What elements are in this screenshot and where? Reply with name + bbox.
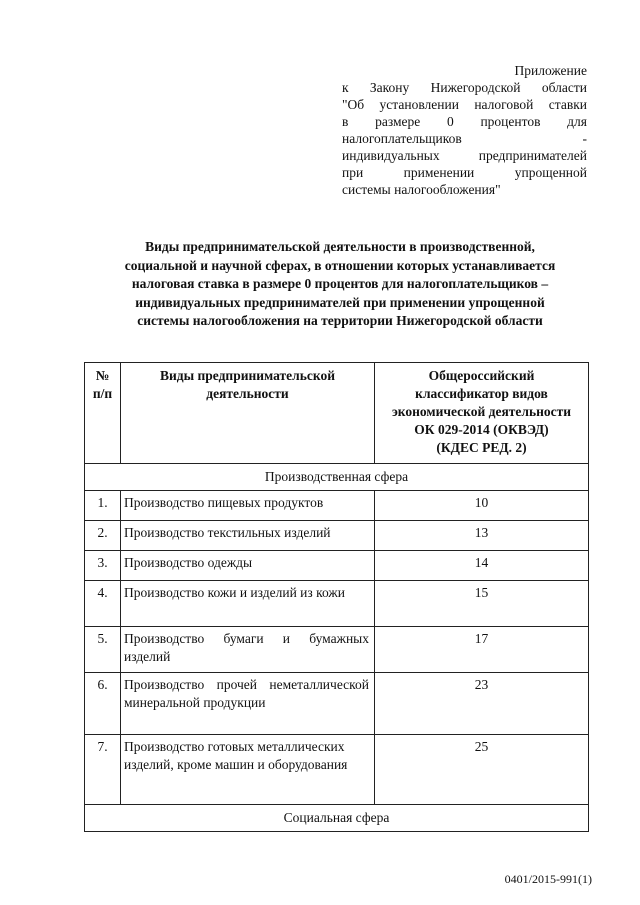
heading-line: налоговая ставка в размере 0 процентов для налогоплательщиков –: [131, 276, 549, 291]
row-code: 13: [375, 521, 589, 551]
row-number: 3.: [85, 551, 121, 581]
row-number: 7.: [85, 735, 121, 805]
table-row: [85, 627, 589, 673]
header-classifier-line: Общероссийский: [428, 368, 535, 383]
appendix-title: Приложение: [514, 63, 587, 78]
row-code: 25: [375, 735, 589, 805]
section-production: Производственная сфера: [85, 464, 589, 491]
row-activity: Производство прочей неметаллической минеральной продукции: [121, 673, 375, 735]
heading-line: индивидуальных предпринимателей при применении упрощенной: [135, 294, 545, 310]
appendix-line: системы налогообложения": [342, 182, 501, 197]
row-activity: Производство готовых металлических изделий, кроме машин и оборудования: [121, 735, 375, 805]
row-activity: Производство кожи и изделий из кожи: [121, 581, 375, 627]
appendix-line: в размере 0 процентов для: [342, 114, 587, 129]
header-classifier-line: (КДЕС РЕД. 2): [436, 440, 527, 455]
row-number: 2.: [85, 521, 121, 551]
document-number: 0401/2015-991(1): [504, 872, 592, 886]
section-social: Социальная сфера: [85, 805, 589, 832]
table-row: [85, 581, 589, 627]
header-activity: Виды предпринимательской деятельности: [121, 363, 375, 464]
appendix-line: при применении упрощенной: [342, 165, 587, 180]
table-row: [85, 551, 589, 581]
section-row: [85, 805, 589, 832]
row-number: 4.: [85, 581, 121, 627]
row-activity: Производство бумаги и бумажных изделий: [121, 627, 375, 673]
header-number-sign: №: [95, 368, 110, 383]
appendix-line: "Об установлении налоговой ставки: [342, 97, 587, 112]
row-code: 15: [375, 581, 589, 627]
header-classifier: [375, 363, 589, 464]
row-number: 1.: [85, 491, 121, 521]
table-row: [85, 735, 589, 805]
row-activity: Производство пищевых продуктов: [121, 491, 375, 521]
appendix-line: налогоплательщиков -: [342, 131, 587, 146]
table-header-row: [85, 363, 589, 464]
header-number-abbr: п/п: [92, 386, 113, 401]
row-code: 10: [375, 491, 589, 521]
header-classifier-line: ОК 029-2014 (ОКВЭД): [414, 422, 549, 437]
row-number: 5.: [85, 627, 121, 673]
row-code: 23: [375, 673, 589, 735]
section-row: [85, 464, 589, 491]
table-row: [85, 491, 589, 521]
row-code: 14: [375, 551, 589, 581]
document-heading: [70, 238, 610, 331]
row-activity: Производство одежды: [121, 551, 375, 581]
header-classifier-line: классификатор видов: [415, 386, 548, 401]
header-classifier-line: экономической деятельности: [391, 404, 572, 419]
row-code: 17: [375, 627, 589, 673]
appendix-block: [342, 62, 587, 198]
header-number: [85, 363, 121, 464]
table-row: [85, 521, 589, 551]
appendix-line: индивидуальных предпринимателей: [342, 148, 587, 163]
table-row: [85, 673, 589, 735]
heading-line: системы налогообложения на территории Нижегородской области: [137, 313, 543, 328]
activities-table: [84, 362, 589, 832]
row-number: 6.: [85, 673, 121, 735]
heading-line: Виды предпринимательской деятельности в производственной,: [145, 239, 535, 254]
row-activity: Производство текстильных изделий: [121, 521, 375, 551]
appendix-line: к Закону Нижегородской области: [342, 80, 587, 95]
heading-line: социальной и научной сферах, в отношении которых устанавливается: [124, 257, 556, 273]
